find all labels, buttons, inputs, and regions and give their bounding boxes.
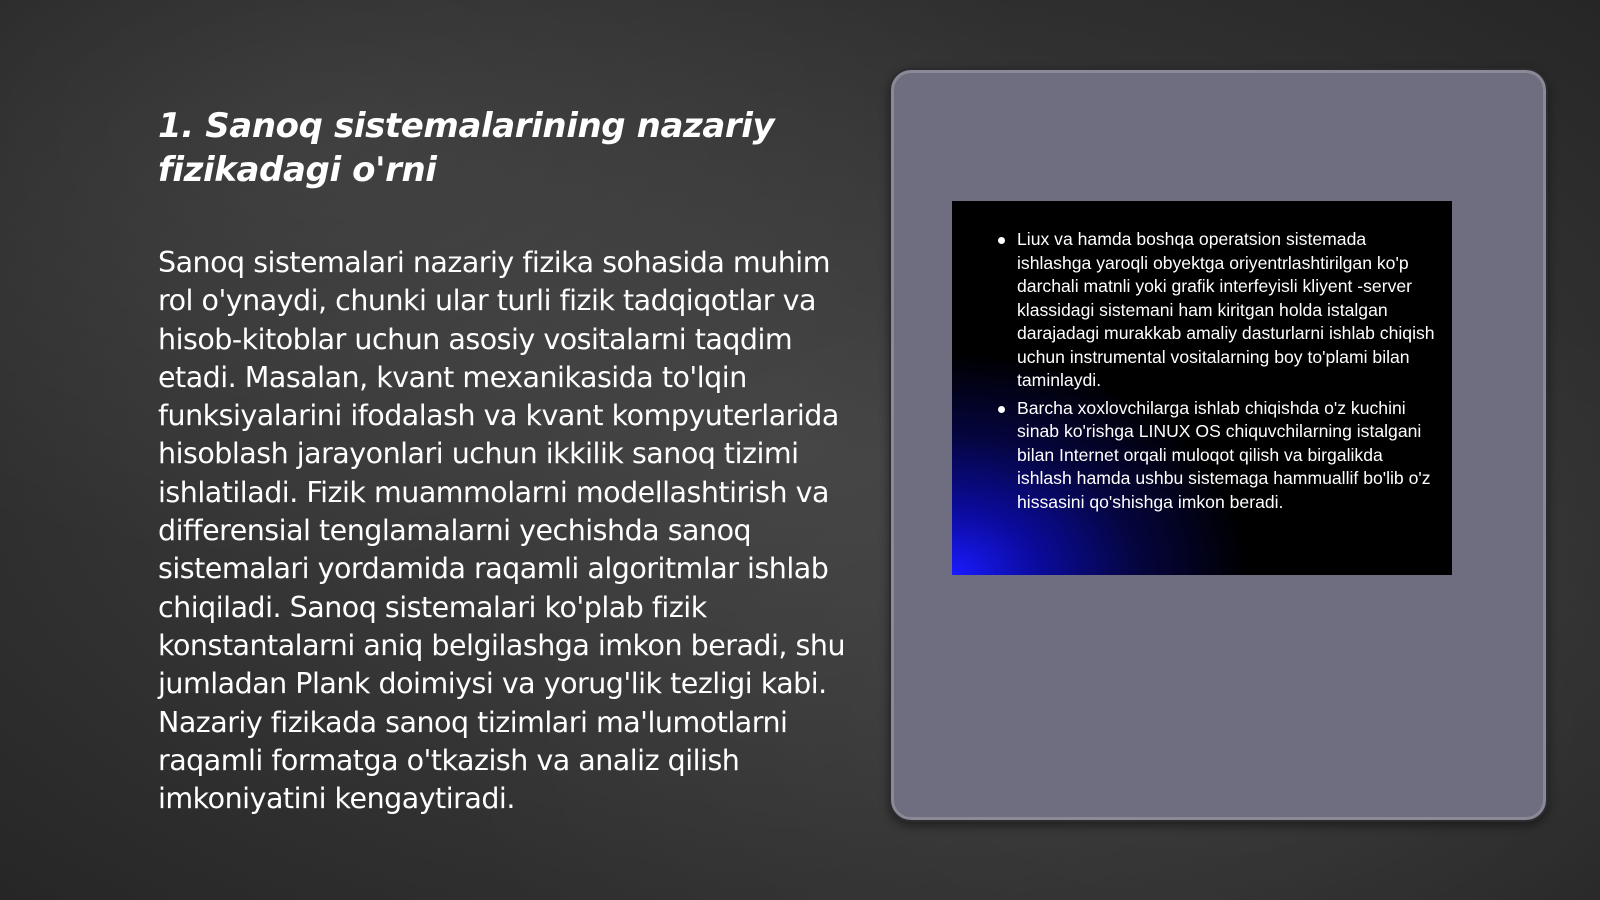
bullet-dot-icon — [998, 406, 1005, 413]
embedded-bullet-text: Barcha xoxlovchilarga ishlab chiqishda o'z kuchini sinab ko'rishga LINUX OS chiquvchilarning istalgani bilan Internet orqali muloqot qilish va birgalikda ishlash hamda ushbu sistemaga hammuallif bo'lib o'z hissasini qo'shishga imkon beradi. — [1017, 397, 1431, 512]
embedded-bullet-list — [998, 228, 1438, 518]
slide-body-text: Sanoq sistemalari nazariy fizika sohasida muhim rol o'ynaydi, chunki ular turli fizik tadqiqotlar va hisob-kitoblar uchun asosiy vositalarni taqdim etadi. Masalan, kvant mexanikasida to'lqin funksiyalarini ifodalash va kvant kompyuterlarida hisoblash jarayonlari uchun ikkilik sanoq tizimi ishlatiladi. Fizik muammolarni modellashtirish va differensial tenglamalarni yechishda sanoq sistemalari yordamida raqamli algoritmlar ishlab chiqiladi. Sanoq sistemalari ko'plab fizik konstantalarni aniq belgilashga imkon beradi, shu jumladan Plank doimiysi va yorug'lik tezligi kabi. Nazariy fizikada sanoq tizimlari ma'lumotlarni raqamli formatga o'tkazish va analiz qilish imkoniyatini kengaytiradi. — [158, 246, 846, 816]
embedded-bullet-item — [998, 228, 1438, 393]
embedded-image-frame — [889, 68, 1548, 822]
embedded-bullet-item — [998, 397, 1438, 515]
bullet-dot-icon — [998, 237, 1005, 244]
embedded-bullet-text: Liux va hamda boshqa operatsion sistemada ishlashga yaroqli obyektga oriyentrlashtirilgan ko'p darchali matnli yoki grafik interfeyisli kliyent -server klassidagi sistemani ham kiritgan holda istalgan darajadagi murakkab amaliy dasturlarni ishlab chiqish uchun instrumental vositalarning boy to'plami bilan taminlaydi. — [1017, 229, 1435, 390]
embedded-slide-image — [952, 201, 1452, 575]
slide-title: 1. Sanoq sistemalarining nazariy fizikadagi o'rni — [158, 106, 775, 190]
